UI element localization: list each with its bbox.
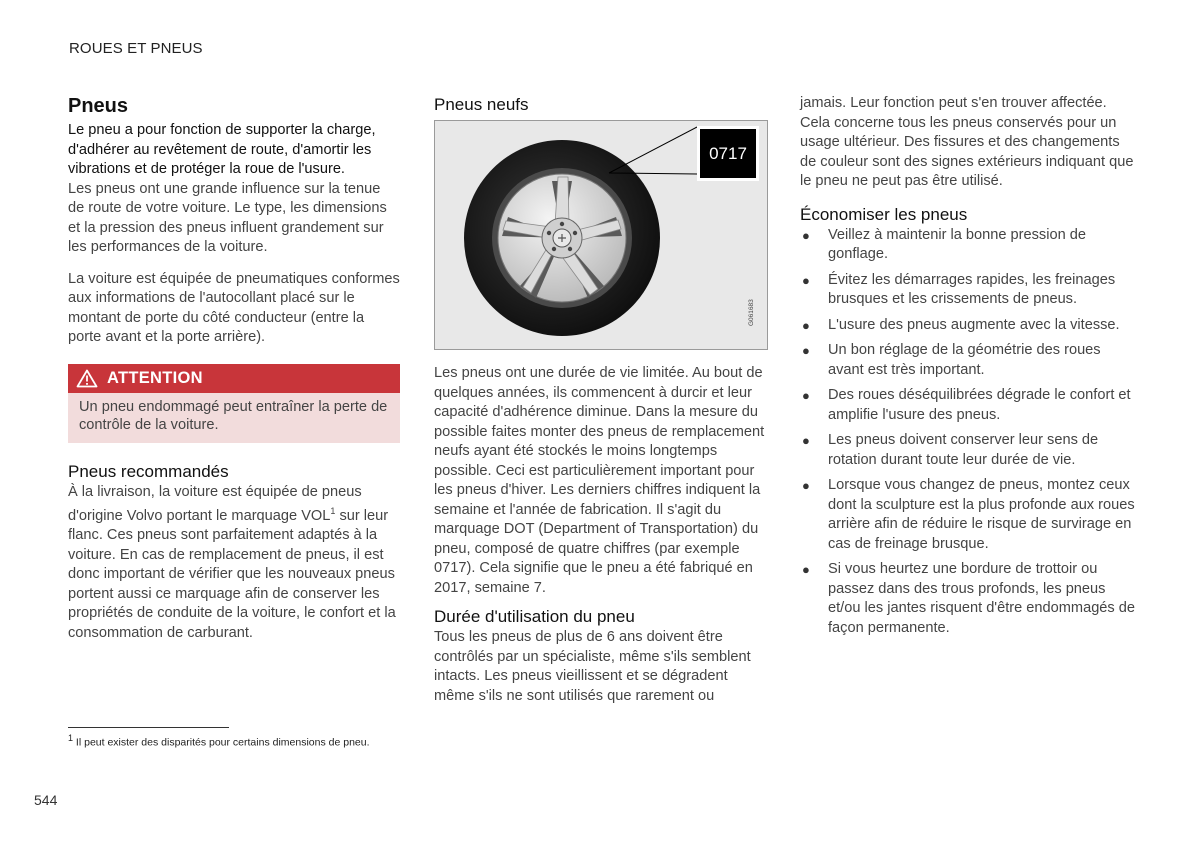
warning-title: ATTENTION	[107, 368, 203, 387]
column-middle	[434, 94, 768, 718]
figure-code: G061683	[748, 299, 755, 326]
paragraph: jamais. Leur fonction peut s'en trouver affectée. Cela concerne tous les pneus conservés pour un usage ultérieur. Des fissures et des changements de couleur sont des signes extérieurs indiquant que le pneu ne peut pas être utilisé.	[800, 95, 1134, 189]
list-item: ● L'usure des pneus augmente avec la vitesse.	[800, 316, 1135, 336]
paragraph: À la livraison, la voiture est équipée de pneus d'origine Volvo portant le marquage VOL$^1$ sur leur flanc. Ces pneus sont parfaitement adaptés à la voiture. En cas de remplacement de pneus, il est donc important de vérifier que les nouveaux pneus portent aussi ce marquage afin de conserver les propriétés de conduite de la voiture, le confort et la consommation de carburant.	[68, 483, 396, 641]
intro-text: Le pneu a pour fonction de supporter la charge, d'adhérer au revêtement de route, d'amortir les vibrations et de protéger la roue de l'usure.	[68, 122, 376, 177]
list-item: ● Si vous heurtez une bordure de trottoir ou passez dans des trous profonds, les pneus et/ou les jantes risquent d'être endommagés de façon permanente.	[802, 561, 1136, 636]
paragraph: Tous les pneus de plus de 6 ans doivent être contrôlés par un spécialiste, même s'ils semblent intacts. Les pneus vieillissent et se dégradent même s'ils ne sont utilisés que rarement ou	[434, 629, 751, 704]
subheading-new-tires: Pneus neufs	[434, 95, 529, 114]
list-item: ● Évitez les démarrages rapides, les freinages brusques et les crissements de pneus.	[802, 271, 1116, 307]
warning-text: Un pneu endommagé peut entraîner la perte de contrôle de la voiture.	[68, 393, 400, 443]
list-item: ● Des roues déséquilibrées dégrade le confort et amplifie l'usure des pneus.	[802, 387, 1131, 423]
section-title: Pneus	[68, 95, 129, 117]
column-right	[800, 94, 1135, 644]
paragraph: Les pneus ont une durée de vie limitée. Au bout de quelques années, ils commencent à durcir et leur capacité d'adhérence diminue. Dans la mesure du possible faites monter des pneus de remplacement neufs ayant été stockés le moins longtemps possible. Ceci est particulièrement important pour les pneus d'hiver. Les derniers chiffres indiquent la semaine et l'année de fabrication. Il s'agit du marquage DOT (Department of Transportation) du pneu, composé de quatre chiffres (par exemple 0717). Cela signifie que le pneu a été fabriqué en 2017, semaine 7.	[434, 365, 765, 596]
bullet-icon: ●	[802, 272, 810, 288]
bullet-icon: ●	[802, 227, 810, 243]
subheading-save-tires: Économiser les pneus	[800, 204, 968, 224]
footnote-ref: 1	[330, 506, 336, 516]
section-header: ROUES ET PNEUS	[69, 40, 203, 57]
page-number: 544	[34, 792, 58, 808]
bullet-icon: ●	[802, 433, 810, 448]
list-item: ● Un bon réglage de la géométrie des roues avant est très important.	[802, 342, 1101, 378]
paragraph: La voiture est équipée de pneumatiques conformes aux informations de l'autocollant placé sur le montant de porte du côté conducteur (entre la porte avant et la porte arrière).	[68, 270, 400, 345]
bullet-icon: ●	[802, 343, 810, 358]
paragraph: Les pneus ont une grande influence sur la tenue de route de votre voiture. Le type, les dimensions et la pression des pneus influent grandement sur les performances de la voiture.	[68, 180, 387, 255]
list-item: ● Lorsque vous changez de pneus, montez ceux dont la sculpture est la plus profonde aux roues arrière afin de réduire le risque de survirage en cas de freinage brusque.	[802, 477, 1135, 552]
footnote-divider	[68, 727, 229, 728]
tips-list	[800, 226, 1135, 639]
wheel-image	[435, 121, 767, 349]
column-left	[68, 94, 400, 655]
dot-code-label: 0717	[709, 144, 747, 163]
bullet-icon: ●	[802, 388, 810, 403]
warning-triangle-icon	[76, 369, 98, 388]
list-item: ● Les pneus doivent conserver leur sens de rotation durant toute leur durée de vie.	[802, 432, 1099, 468]
tire-illustration	[434, 120, 768, 350]
bullet-icon: ●	[802, 478, 810, 493]
bullet-icon: ●	[802, 317, 810, 333]
subheading-duration: Durée d'utilisation du pneu	[434, 607, 635, 626]
subheading-recommended: Pneus recommandés	[68, 461, 229, 481]
footnote: $^1$ Il peut exister des disparités pour certains dimensions de pneu.	[68, 733, 370, 749]
warning-header	[68, 364, 400, 393]
warning-box	[68, 364, 400, 443]
bullet-icon: ●	[802, 562, 810, 577]
list-item: ● Veillez à maintenir la bonne pression de gonflage.	[802, 226, 1086, 262]
